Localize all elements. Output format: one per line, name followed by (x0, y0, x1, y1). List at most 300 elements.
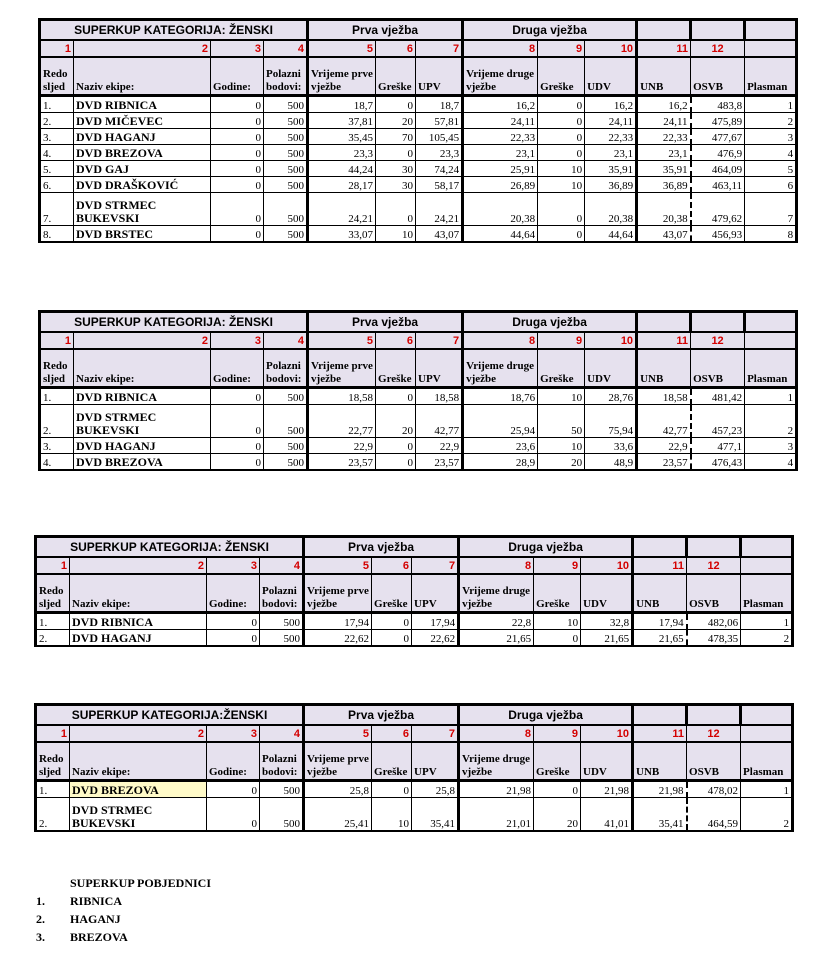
header-godine: Godine: (211, 349, 264, 388)
second-exercise-title: Druga vježba (463, 312, 637, 333)
empty-cell (745, 312, 797, 333)
col-vrijeme2: 28,9 (463, 454, 538, 471)
col-udv: 21,65 (581, 630, 633, 647)
col-vrijeme2: 16,2 (463, 96, 538, 113)
col-greske1: 30 (376, 161, 416, 177)
col-polazni: 500 (264, 388, 308, 405)
col-naziv: DVD BRSTEC (74, 226, 211, 243)
column-number: 9 (538, 332, 585, 349)
col-osvb: 481,42 (691, 388, 745, 405)
col-upv: 42,77 (416, 405, 463, 438)
header-greske: Greške (534, 742, 581, 781)
col-redo: 1. (40, 388, 74, 405)
col-udv: 28,76 (585, 388, 637, 405)
col-vrijeme2: 21,65 (459, 630, 534, 647)
winner-name: BREZOVA (70, 930, 128, 944)
col-greske1: 0 (372, 781, 412, 798)
column-number: 12 (687, 725, 741, 742)
col-greske1: 10 (376, 226, 416, 243)
col-greske2: 20 (534, 798, 581, 832)
col-osvb: 476,9 (691, 145, 745, 161)
column-number: 2 (70, 725, 207, 742)
column-number (741, 557, 793, 574)
column-number (745, 40, 797, 57)
col-greske2: 10 (538, 388, 585, 405)
column-number: 8 (459, 725, 534, 742)
col-godine: 0 (211, 113, 264, 129)
col-plasman: 1 (745, 388, 797, 405)
header-udv: UDV (581, 574, 633, 613)
col-unb: 22,33 (637, 129, 691, 145)
col-osvb: 477,67 (691, 129, 745, 145)
column-number: 6 (372, 557, 412, 574)
col-unb: 21,98 (633, 781, 687, 798)
col-redo: 1. (36, 613, 70, 630)
col-redo: 3. (40, 438, 74, 454)
col-vrijeme1: 25,41 (304, 798, 372, 832)
col-vrijeme2: 21,01 (459, 798, 534, 832)
col-naziv: DVD DRAŠKOVIĆ (74, 177, 211, 193)
col-upv: 22,62 (412, 630, 459, 647)
col-godine: 0 (211, 438, 264, 454)
first-exercise-title: Prva vježba (304, 537, 459, 558)
col-udv: 33,6 (585, 438, 637, 454)
col-vrijeme1: 35,45 (308, 129, 376, 145)
col-redo: 4. (40, 145, 74, 161)
col-greske2: 0 (538, 113, 585, 129)
col-osvb: 457,23 (691, 405, 745, 438)
col-greske1: 0 (376, 454, 416, 471)
col-udv: 44,64 (585, 226, 637, 243)
col-polazni: 500 (260, 798, 304, 832)
first-exercise-title: Prva vježba (308, 20, 463, 41)
column-number: 1 (36, 557, 70, 574)
col-godine: 0 (211, 161, 264, 177)
header-polazni: Polazni bodovi: (260, 742, 304, 781)
header-osvb: OSVB (687, 574, 741, 613)
col-vrijeme2: 20,38 (463, 193, 538, 226)
col-upv: 22,9 (416, 438, 463, 454)
winner-name: RIBNICA (70, 894, 123, 908)
empty-cell (691, 312, 745, 333)
col-naziv: DVD BREZOVA (74, 454, 211, 471)
table-row (40, 96, 797, 113)
header-udv: UDV (585, 57, 637, 96)
category-title: SUPERKUP KATEGORIJA: ŽENSKI (36, 537, 304, 558)
column-number: 2 (74, 40, 211, 57)
col-upv: 24,21 (416, 193, 463, 226)
col-naziv: DVD RIBNICA (74, 388, 211, 405)
empty-cell (687, 705, 741, 726)
column-number: 9 (534, 557, 581, 574)
col-osvb: 456,93 (691, 226, 745, 243)
header-unb: UNB (633, 574, 687, 613)
column-number-row (36, 557, 793, 574)
header-greske: Greške (376, 349, 416, 388)
column-number: 2 (70, 557, 207, 574)
col-greske1: 0 (376, 388, 416, 405)
col-osvb: 476,43 (691, 454, 745, 471)
col-naziv: DVD BREZOVA (74, 145, 211, 161)
col-unb: 18,58 (637, 388, 691, 405)
header-godine: Godine: (211, 57, 264, 96)
header-vrijeme1: Vrijeme prve vježbe (304, 574, 372, 613)
col-vrijeme2: 25,91 (463, 161, 538, 177)
col-redo: 1. (40, 96, 74, 113)
winner-item (36, 928, 211, 946)
col-redo: 2. (40, 405, 74, 438)
winner-item (36, 910, 211, 928)
column-number: 1 (40, 40, 74, 57)
column-number: 3 (211, 332, 264, 349)
header-naziv: Naziv ekipe: (70, 574, 207, 613)
col-greske2: 20 (538, 454, 585, 471)
header-vrijeme1: Vrijeme prve vježbe (304, 742, 372, 781)
col-redo: 2. (36, 798, 70, 832)
col-osvb: 479,62 (691, 193, 745, 226)
empty-cell (633, 705, 687, 726)
column-number-row (40, 40, 797, 57)
column-number: 10 (581, 725, 633, 742)
column-number: 11 (633, 725, 687, 742)
col-godine: 0 (211, 129, 264, 145)
col-udv: 41,01 (581, 798, 633, 832)
col-godine: 0 (207, 781, 260, 798)
header-redo: Redo sljed (40, 57, 74, 96)
col-upv: 57,81 (416, 113, 463, 129)
col-greske1: 0 (376, 193, 416, 226)
col-unb: 36,89 (637, 177, 691, 193)
col-unb: 43,07 (637, 226, 691, 243)
col-polazni: 500 (260, 613, 304, 630)
col-polazni: 500 (264, 405, 308, 438)
column-number: 1 (36, 725, 70, 742)
col-greske1: 20 (376, 405, 416, 438)
col-osvb: 475,89 (691, 113, 745, 129)
category-title: SUPERKUP KATEGORIJA: ŽENSKI (40, 312, 308, 333)
col-osvb: 483,8 (691, 96, 745, 113)
col-redo: 5. (40, 161, 74, 177)
header-redo: Redo sljed (40, 349, 74, 388)
header-godine: Godine: (207, 574, 260, 613)
col-greske2: 0 (538, 226, 585, 243)
table-row (36, 798, 793, 832)
col-vrijeme2: 25,94 (463, 405, 538, 438)
header-greske: Greške (372, 574, 412, 613)
first-exercise-title: Prva vježba (304, 705, 459, 726)
col-greske2: 10 (538, 438, 585, 454)
col-osvb: 463,11 (691, 177, 745, 193)
col-upv: 74,24 (416, 161, 463, 177)
header-greske: Greške (376, 57, 416, 96)
col-vrijeme1: 18,7 (308, 96, 376, 113)
col-vrijeme2: 18,76 (463, 388, 538, 405)
empty-cell (637, 312, 691, 333)
col-vrijeme1: 25,8 (304, 781, 372, 798)
column-number: 5 (308, 332, 376, 349)
col-osvb: 482,06 (687, 613, 741, 630)
col-plasman: 2 (745, 405, 797, 438)
col-plasman: 2 (741, 798, 793, 832)
col-greske2: 0 (534, 630, 581, 647)
col-vrijeme1: 33,07 (308, 226, 376, 243)
header-vrijeme1: Vrijeme prve vježbe (308, 349, 376, 388)
col-udv: 75,94 (585, 405, 637, 438)
col-greske2: 0 (538, 129, 585, 145)
header-vrijeme2: Vrijeme druge vježbe (459, 574, 534, 613)
column-number: 11 (633, 557, 687, 574)
column-number: 10 (585, 332, 637, 349)
col-greske1: 10 (372, 798, 412, 832)
col-redo: 2. (36, 630, 70, 647)
col-naziv: DVD HAGANJ (74, 438, 211, 454)
table-row (40, 113, 797, 129)
empty-cell (633, 537, 687, 558)
col-vrijeme2: 21,98 (459, 781, 534, 798)
col-unb: 23,1 (637, 145, 691, 161)
header-naziv: Naziv ekipe: (70, 742, 207, 781)
header-vrijeme2: Vrijeme druge vježbe (463, 349, 538, 388)
header-unb: UNB (637, 349, 691, 388)
col-udv: 20,38 (585, 193, 637, 226)
header-udv: UDV (585, 349, 637, 388)
col-vrijeme1: 22,9 (308, 438, 376, 454)
col-greske2: 0 (538, 145, 585, 161)
col-redo: 6. (40, 177, 74, 193)
col-unb: 35,41 (633, 798, 687, 832)
empty-cell (741, 705, 793, 726)
column-number: 11 (637, 332, 691, 349)
col-godine: 0 (211, 96, 264, 113)
table-row (36, 781, 793, 798)
col-vrijeme1: 22,62 (304, 630, 372, 647)
col-greske2: 50 (538, 405, 585, 438)
header-plasman: Plasman (745, 57, 797, 96)
header-redo: Redo sljed (36, 574, 70, 613)
col-upv: 105,45 (416, 129, 463, 145)
col-vrijeme1: 17,94 (304, 613, 372, 630)
winner-name: HAGANJ (70, 912, 121, 926)
column-number (745, 332, 797, 349)
col-polazni: 500 (264, 177, 308, 193)
table-row (40, 454, 797, 471)
header-godine: Godine: (207, 742, 260, 781)
col-upv: 17,94 (412, 613, 459, 630)
header-vrijeme2: Vrijeme druge vježbe (463, 57, 538, 96)
category-title: SUPERKUP KATEGORIJA:ŽENSKI (36, 705, 304, 726)
col-udv: 32,8 (581, 613, 633, 630)
col-vrijeme1: 22,77 (308, 405, 376, 438)
col-polazni: 500 (264, 454, 308, 471)
col-redo: 1. (36, 781, 70, 798)
col-godine: 0 (211, 145, 264, 161)
first-exercise-title: Prva vježba (308, 312, 463, 333)
col-redo: 3. (40, 129, 74, 145)
column-header-row (40, 57, 797, 96)
col-vrijeme1: 37,81 (308, 113, 376, 129)
header-naziv: Naziv ekipe: (74, 57, 211, 96)
col-greske1: 0 (376, 145, 416, 161)
results-table (38, 18, 798, 243)
col-upv: 23,3 (416, 145, 463, 161)
table-row (36, 630, 793, 647)
title-row (40, 312, 797, 333)
col-osvb: 477,1 (691, 438, 745, 454)
col-unb: 23,57 (637, 454, 691, 471)
title-row (36, 705, 793, 726)
column-number: 7 (412, 557, 459, 574)
col-upv: 35,41 (412, 798, 459, 832)
col-osvb: 464,09 (691, 161, 745, 177)
col-greske2: 0 (534, 781, 581, 798)
col-vrijeme1: 24,21 (308, 193, 376, 226)
col-plasman: 4 (745, 145, 797, 161)
col-redo: 7. (40, 193, 74, 226)
column-number-row (40, 332, 797, 349)
column-number: 9 (538, 40, 585, 57)
col-godine: 0 (211, 226, 264, 243)
col-unb: 21,65 (633, 630, 687, 647)
col-naziv: DVD HAGANJ (74, 129, 211, 145)
col-plasman: 3 (745, 129, 797, 145)
column-header-row (36, 574, 793, 613)
col-unb: 20,38 (637, 193, 691, 226)
col-udv: 35,91 (585, 161, 637, 177)
col-plasman: 2 (741, 630, 793, 647)
header-redo: Redo sljed (36, 742, 70, 781)
col-naziv: DVD STRMEC BUKEVSKI (74, 193, 211, 226)
header-plasman: Plasman (745, 349, 797, 388)
col-godine: 0 (211, 405, 264, 438)
header-plasman: Plasman (741, 742, 793, 781)
col-vrijeme1: 18,58 (308, 388, 376, 405)
column-header-row (36, 742, 793, 781)
column-number: 3 (211, 40, 264, 57)
header-osvb: OSVB (687, 742, 741, 781)
col-naziv: DVD RIBNICA (74, 96, 211, 113)
col-greske2: 10 (538, 177, 585, 193)
column-number: 10 (581, 557, 633, 574)
col-upv: 23,57 (416, 454, 463, 471)
column-number: 12 (691, 40, 745, 57)
col-polazni: 500 (264, 438, 308, 454)
col-unb: 35,91 (637, 161, 691, 177)
col-polazni: 500 (264, 161, 308, 177)
second-exercise-title: Druga vježba (459, 537, 633, 558)
col-vrijeme2: 22,8 (459, 613, 534, 630)
table-row (40, 226, 797, 243)
results-table (34, 535, 794, 647)
col-udv: 21,98 (581, 781, 633, 798)
col-vrijeme2: 26,89 (463, 177, 538, 193)
col-unb: 24,11 (637, 113, 691, 129)
header-greske: Greške (372, 742, 412, 781)
header-greske: Greške (534, 574, 581, 613)
col-polazni: 500 (260, 781, 304, 798)
empty-cell (745, 20, 797, 41)
header-unb: UNB (637, 57, 691, 96)
col-redo: 4. (40, 454, 74, 471)
winners-title: SUPERKUP POBJEDNICI (70, 876, 212, 890)
results-table (38, 310, 798, 471)
column-number: 8 (463, 40, 538, 57)
column-number-row (36, 725, 793, 742)
col-polazni: 500 (264, 226, 308, 243)
header-greske: Greške (538, 349, 585, 388)
column-number: 5 (304, 725, 372, 742)
col-osvb: 464,59 (687, 798, 741, 832)
header-polazni: Polazni bodovi: (260, 574, 304, 613)
col-redo: 8. (40, 226, 74, 243)
col-vrijeme2: 24,11 (463, 113, 538, 129)
col-greske1: 0 (372, 613, 412, 630)
column-number: 6 (372, 725, 412, 742)
col-naziv: DVD BREZOVA (70, 781, 207, 798)
table-row (40, 161, 797, 177)
col-polazni: 500 (264, 145, 308, 161)
title-row (40, 20, 797, 41)
col-polazni: 500 (264, 129, 308, 145)
column-number (741, 725, 793, 742)
col-unb: 42,77 (637, 405, 691, 438)
col-naziv: DVD RIBNICA (70, 613, 207, 630)
category-title: SUPERKUP KATEGORIJA: ŽENSKI (40, 20, 308, 41)
col-plasman: 7 (745, 193, 797, 226)
column-number: 12 (687, 557, 741, 574)
second-exercise-title: Druga vježba (463, 20, 637, 41)
col-upv: 18,7 (416, 96, 463, 113)
col-polazni: 500 (264, 113, 308, 129)
table-row (40, 145, 797, 161)
col-naziv: DVD STRMEC BUKEVSKI (70, 798, 207, 832)
second-exercise-title: Druga vježba (459, 705, 633, 726)
header-udv: UDV (581, 742, 633, 781)
col-godine: 0 (207, 613, 260, 630)
column-number: 10 (585, 40, 637, 57)
column-number: 7 (416, 332, 463, 349)
col-udv: 36,89 (585, 177, 637, 193)
column-number: 3 (207, 557, 260, 574)
col-plasman: 6 (745, 177, 797, 193)
column-number: 2 (74, 332, 211, 349)
table-row (36, 613, 793, 630)
col-godine: 0 (211, 193, 264, 226)
header-plasman: Plasman (741, 574, 793, 613)
column-number: 4 (260, 557, 304, 574)
column-number: 11 (637, 40, 691, 57)
header-naziv: Naziv ekipe: (74, 349, 211, 388)
col-naziv: DVD MIČEVEC (74, 113, 211, 129)
table-row (40, 129, 797, 145)
col-osvb: 478,02 (687, 781, 741, 798)
col-greske2: 0 (538, 96, 585, 113)
column-number: 4 (264, 40, 308, 57)
header-upv: UPV (416, 57, 463, 96)
winners-block (36, 874, 211, 946)
col-upv: 43,07 (416, 226, 463, 243)
col-vrijeme1: 44,24 (308, 161, 376, 177)
col-greske1: 70 (376, 129, 416, 145)
col-greske1: 30 (376, 177, 416, 193)
header-vrijeme2: Vrijeme druge vježbe (459, 742, 534, 781)
col-vrijeme2: 23,6 (463, 438, 538, 454)
table-row (40, 177, 797, 193)
column-number: 4 (264, 332, 308, 349)
col-vrijeme2: 44,64 (463, 226, 538, 243)
col-godine: 0 (207, 798, 260, 832)
col-naziv: DVD HAGANJ (70, 630, 207, 647)
col-naziv: DVD STRMEC BUKEVSKI (74, 405, 211, 438)
